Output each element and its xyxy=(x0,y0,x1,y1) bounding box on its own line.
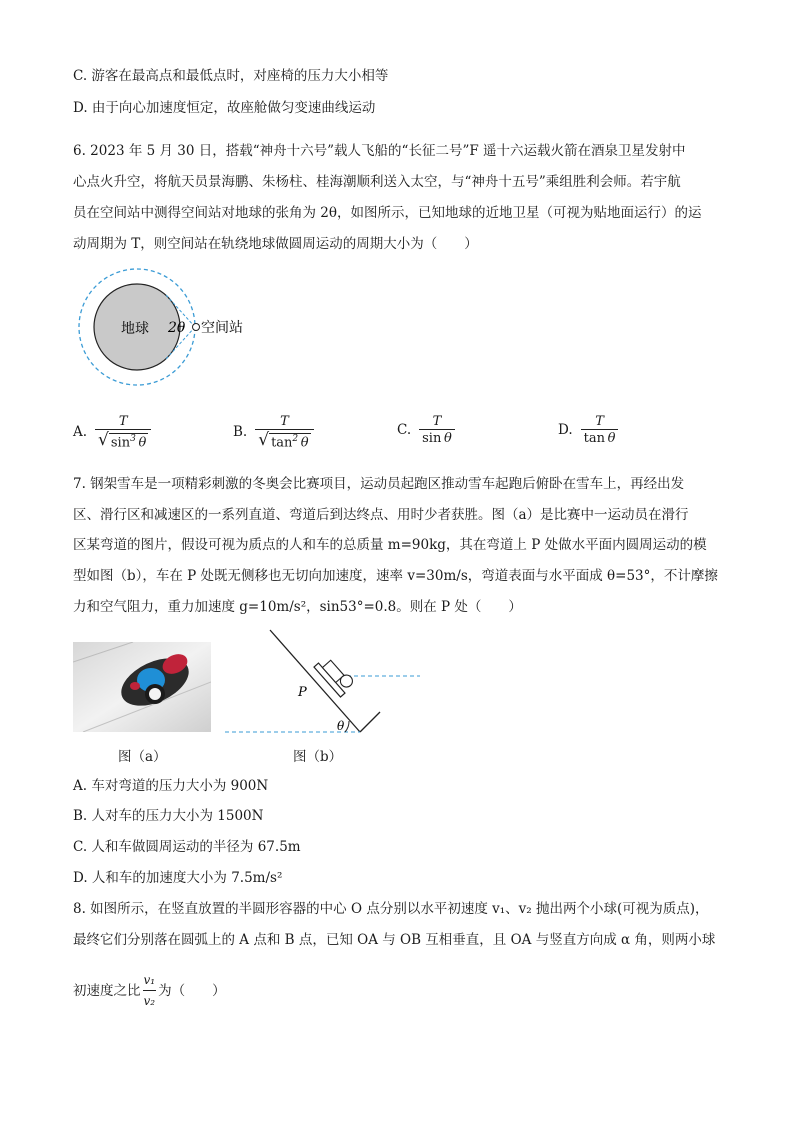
incline-wall xyxy=(360,712,380,732)
q7-line-5: 力和空气阻力，重力加速度 g=10m/s²，sin53°=0.8。则在 P 处（ ） xyxy=(73,599,522,615)
q8-line-1: 8. 如图所示，在竖直放置的半圆形容器的中心 O 点分别以水平初速度 v₁、v₂ 抛出两个小球(可视为质点)， xyxy=(73,901,709,917)
q6-line-2: 心点火升空，将航天员景海鹏、朱杨柱、桂海潮顺利送入太空，与“神舟十五号”乘组胜利会师。若宇航 xyxy=(73,174,681,190)
q6-option-c: C. T sin θ xyxy=(397,414,455,446)
figure-a-caption: 图（a） xyxy=(118,749,167,765)
q7-option-d: D. 人和车的加速度大小为 7.5m/s² xyxy=(73,870,283,886)
q6-line-4: 动周期为 T，则空间站在轨绕地球做圆周运动的周期大小为（ ） xyxy=(73,236,478,252)
q7-line-3: 区某弯道的图片，假设可视为质点的人和车的总质量 m=90kg，其在弯道上 P 处做水平面内圆周运动的模 xyxy=(73,537,707,553)
velocity-ratio-fraction: $\frac{\text{v₁}}{\text{v₂}}$ xyxy=(143,970,157,1011)
point-p-label: P xyxy=(298,685,307,700)
q8-line-3: 初速度之比 $\frac{\text{v₁}}{\text{v₂}}$ 为（ ） xyxy=(73,970,226,1011)
earth-label: 地球 xyxy=(121,321,149,337)
sled-on-slope xyxy=(314,653,356,697)
skeleton-sled-photo xyxy=(73,642,211,732)
q6-line-3: 员在空间站中测得空间站对地球的张角为 2θ，如图所示，已知地球的近地卫星（可视为贴地面运行）的运 xyxy=(73,205,702,221)
q8-line-2: 最终它们分别落在圆弧上的 A 点和 B 点，已知 OA 与 OB 互相垂直，且 OA 与竖直方向成 α 角，则两小球 xyxy=(73,932,716,948)
q7-line-4: 型如图（b），车在 P 处既无侧移也无切向加速度，速率 v=30m/s，弯道表面与水平面成 θ=53°，不计摩擦 xyxy=(73,568,718,584)
q7-line-2: 区、滑行区和减速区的一系列直道、弯道后到达终点、用时少者获胜。图（a）是比赛中一运动员在滑行 xyxy=(73,507,689,523)
earth-orbit-figure xyxy=(68,268,268,398)
q7-option-a: A. 车对弯道的压力大小为 900N xyxy=(73,778,269,794)
theta-label: θ xyxy=(337,719,345,733)
q6-option-b: B. T √ $\tan^2 \theta$ xyxy=(233,414,314,450)
station-label: 空间站 xyxy=(201,320,243,336)
q7-option-b: B. 人对车的压力大小为 1500N xyxy=(73,808,264,824)
figure-b-caption: 图（b） xyxy=(293,749,343,765)
space-station-dot xyxy=(193,324,200,331)
q6-option-d: D. T tan θ xyxy=(558,414,618,446)
angle-label: 2θ xyxy=(168,320,186,336)
q7-option-c: C. 人和车做圆周运动的半径为 67.5m xyxy=(73,839,301,855)
q6-line-1: 6. 2023 年 5 月 30 日，搭载“神舟十六号”载人飞船的“长征二号”F 遥十六运载火箭在酒泉卫星发射中 xyxy=(73,143,686,159)
banked-curve-diagram xyxy=(225,626,425,738)
q5-option-d: D. 由于向心加速度恒定，故座舱做匀变速曲线运动 xyxy=(73,100,376,116)
q6-option-a: A. T √ $\sin^3 \theta$ xyxy=(73,414,151,450)
q7-line-1: 7. 钢架雪车是一项精彩刺激的冬奥会比赛项目，运动员起跑区推动雪车起跑后俯卧在雪车上，再经出发 xyxy=(73,476,685,492)
q5-option-c: C. 游客在最高点和最低点时，对座椅的压力大小相等 xyxy=(73,68,389,84)
